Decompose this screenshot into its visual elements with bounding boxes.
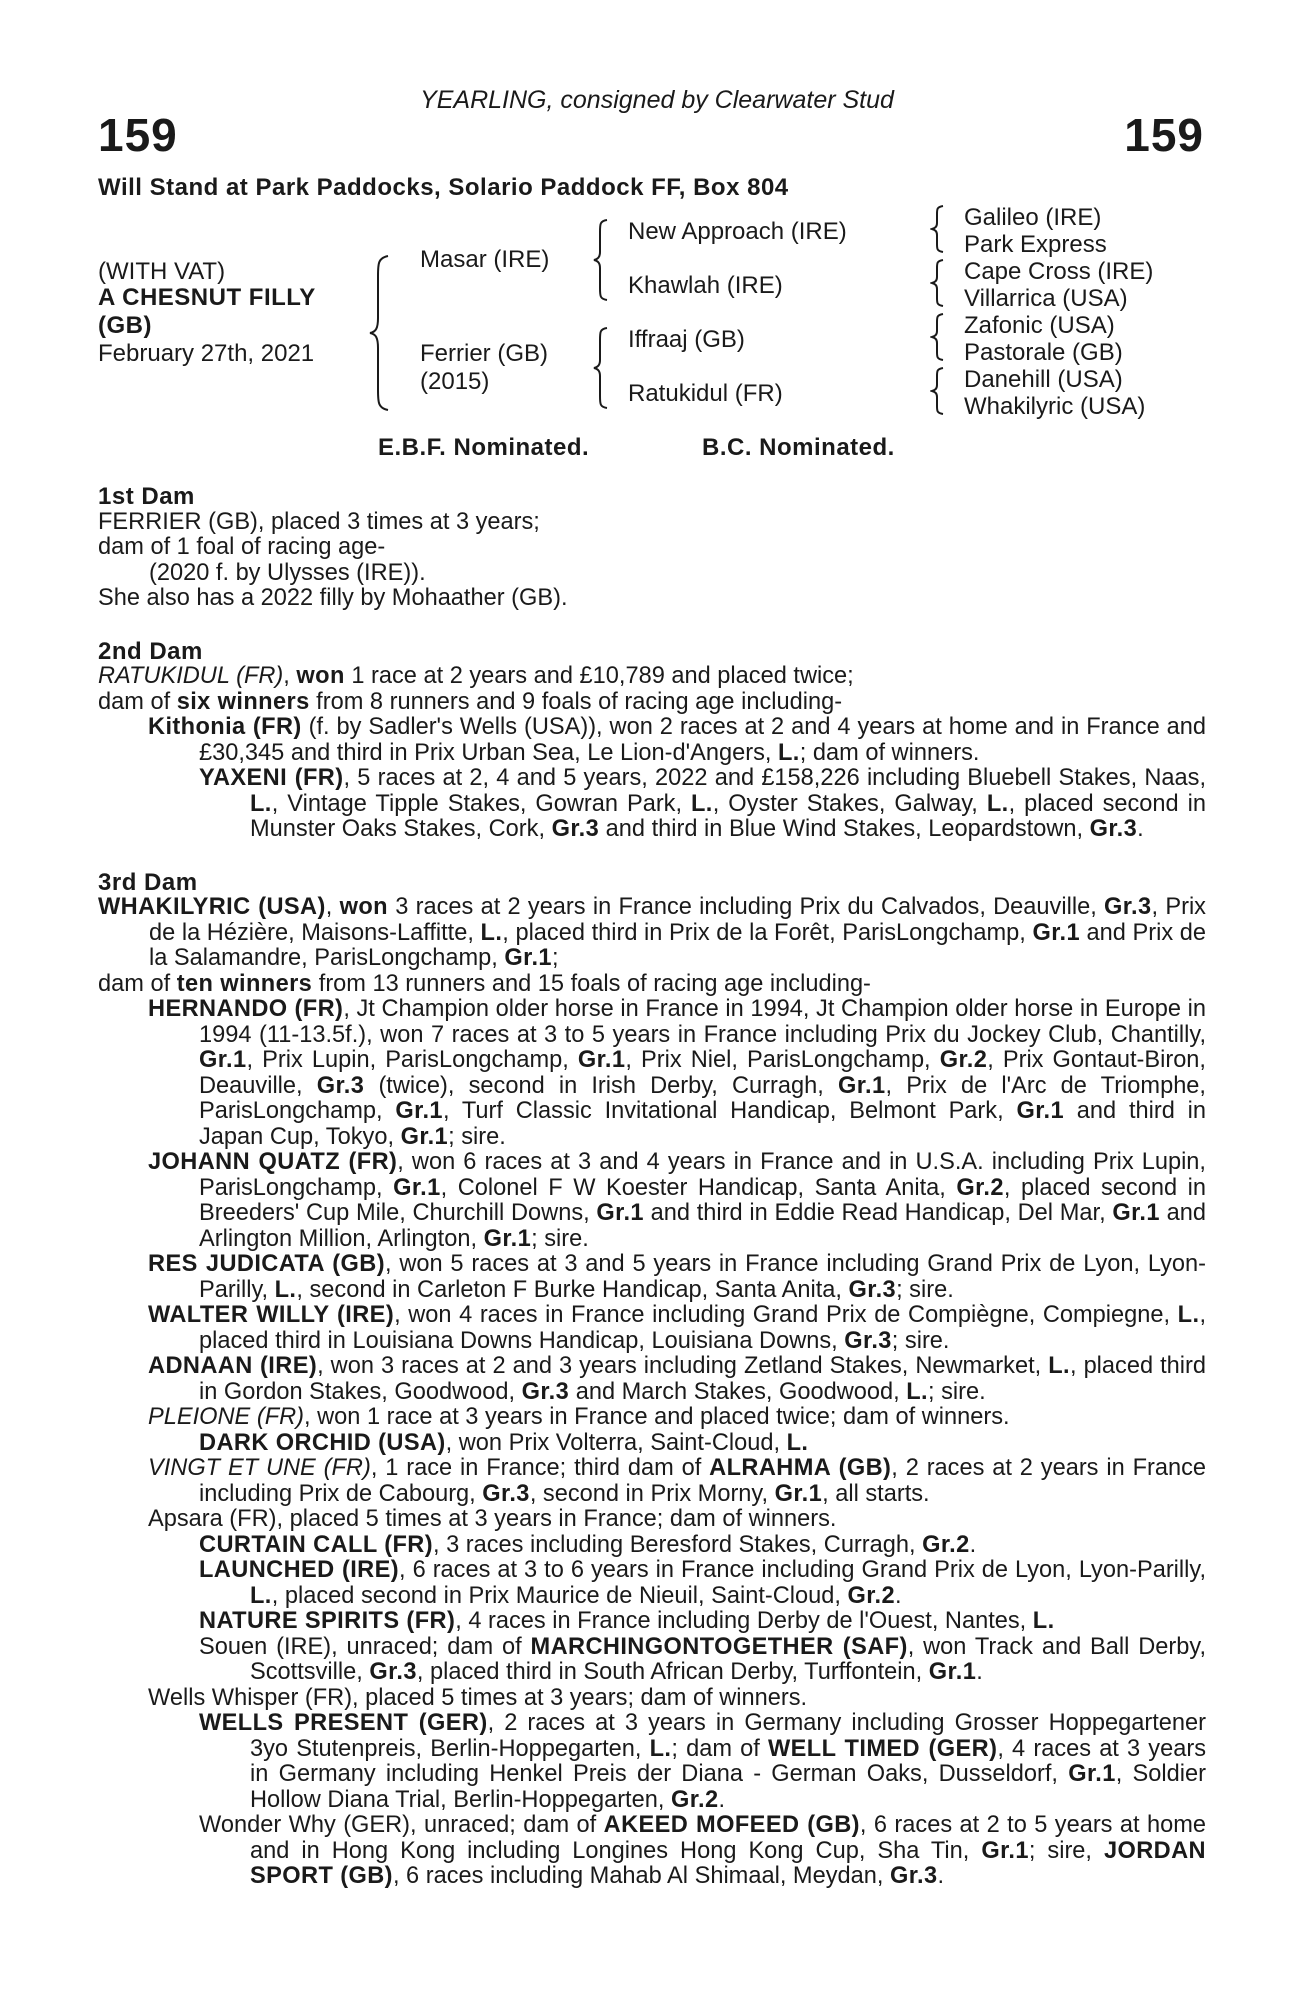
race-grade: L.: [480, 919, 503, 946]
won-label: won: [296, 663, 345, 689]
third-dam-offspring-intro: [98, 972, 1206, 998]
text: ; dam of winners.: [799, 739, 980, 766]
offspring-entry: [98, 1150, 1206, 1252]
race-grade: L.: [250, 790, 272, 817]
race-grade: Gr.1: [577, 1047, 626, 1073]
text: , 2 races at 3 years in Germany including Grosser Hoppegartener 3yo Stutenpreis, Berlin-Hoppegarten,: [250, 1710, 1206, 1762]
race-grade: Gr.1: [395, 1098, 443, 1124]
text: , Soldier Hollow Diana Trial, Berlin-Hoppegarten,: [250, 1761, 1206, 1813]
text: , 6 races at 2 to 5 years at home and in Hong Kong including Longines Hong Kong Cup, Sha Tin,: [250, 1812, 1207, 1864]
second-dam-offspring-intro: [98, 690, 1206, 716]
consignor-line: YEARLING, consigned by Clearwater Stud: [420, 86, 894, 114]
pedigree-brace-g3-4: [930, 366, 946, 416]
horse-name: ALRAHMA (GB): [709, 1455, 892, 1481]
text: and third in Blue Wind Stakes, Leopardstown,: [599, 816, 1090, 842]
text: , won 4 races in France including Grand Prix de Compiègne, Compiegne,: [394, 1302, 1178, 1328]
offspring-entry: [98, 766, 1206, 843]
race-grade: L.: [906, 1378, 928, 1405]
race-grade: Gr.2: [922, 1531, 970, 1558]
horse-name: HERNANDO (FR): [148, 996, 344, 1022]
text: ; sire.: [448, 1123, 506, 1150]
text: , 2 races at 2 years in France including Prix de Cabourg,: [199, 1455, 1207, 1507]
text: , Prix Gontaut-Biron, Deauville,: [199, 1047, 1206, 1099]
offspring-entry: [98, 1456, 1206, 1507]
text: , Prix de l'Arc de Triomphe, ParisLongchamp,: [199, 1072, 1206, 1124]
text: (twice), second in Irish Derby, Curragh,: [364, 1072, 838, 1099]
third-dam-record: [98, 895, 1206, 972]
race-grade: L.: [649, 1735, 672, 1762]
pedigree-dam-dam: Ratukidul (FR): [628, 380, 783, 407]
race-grade: Gr.1: [1016, 1098, 1064, 1124]
text: , 6 races including Mahab Al Shimaal, Meydan,: [392, 1863, 890, 1889]
text: , won Prix Volterra, Saint-Cloud,: [445, 1429, 787, 1456]
subject-name-origin: (GB): [98, 312, 152, 339]
race-grade: L.: [1048, 1353, 1070, 1379]
text: ; sire,: [1028, 1837, 1104, 1864]
race-grade: Gr.1: [483, 1225, 532, 1252]
race-grade: Gr.3: [521, 1378, 570, 1405]
text: , placed second in Breeders' Cup Mile, Churchill Downs,: [199, 1174, 1206, 1226]
text: , second in Prix Morny,: [529, 1480, 775, 1507]
first-dam-line: FERRIER (GB), placed 3 times at 3 years;: [98, 508, 540, 535]
pedigree-brace-g3-1: [930, 204, 946, 254]
first-dam-section: [98, 484, 1206, 612]
horse-name: DARK ORCHID (USA): [199, 1429, 446, 1456]
race-grade: Gr.1: [393, 1174, 441, 1201]
race-grade: L.: [777, 739, 800, 766]
grandoffspring-entry: [98, 1558, 1206, 1609]
text: ; sire.: [531, 1225, 589, 1252]
offspring-entry: [98, 1252, 1206, 1303]
text: , 5 races at 2, 4 and 5 years, 2022 and £158,226 including Bluebell Stakes, Naas,: [343, 765, 1206, 791]
text: ; dam of: [671, 1735, 768, 1762]
text: , Prix Lupin, ParisLongchamp,: [246, 1047, 578, 1073]
pedigree-dam: Ferrier (GB): [420, 340, 548, 367]
first-dam-line: dam of 1 foal of racing age-: [98, 534, 386, 560]
text: Apsara (FR), placed 5 times at 3 years in France; dam of winners.: [148, 1506, 837, 1532]
third-dam-section: [98, 870, 1206, 1890]
offspring-entry: [98, 1303, 1206, 1354]
text: and Prix de la Salamandre, ParisLongchamp,: [149, 919, 1206, 971]
text: .: [718, 1786, 726, 1813]
pedigree-g3-2: Park Express: [964, 231, 1107, 258]
text: , won 5 races at 3 and 5 years in France including Grand Prix de Lyon, Lyon-Parilly,: [199, 1251, 1206, 1303]
horse-name: JOHANN QUATZ (FR): [148, 1149, 398, 1175]
pedigree-sire-dam: Khawlah (IRE): [628, 272, 783, 299]
text: , Prix Niel, ParisLongchamp,: [625, 1047, 940, 1073]
race-grade: Gr.3: [551, 816, 600, 842]
offspring-entry: [98, 1354, 1206, 1405]
offspring-entry: [98, 1405, 1206, 1431]
text: , 6 races at 3 to 6 years in France including Grand Prix de Lyon, Lyon-Parilly,: [399, 1557, 1206, 1583]
text: .: [969, 1531, 977, 1558]
first-dam-heading: 1st Dam: [98, 483, 195, 510]
race-grade: L.: [1032, 1608, 1055, 1634]
text: ;: [551, 945, 559, 971]
horse-name: WELL TIMED (GER): [767, 1735, 998, 1762]
text: , placed third in Gordon Stakes, Goodwood,: [199, 1353, 1206, 1405]
second-dam-heading: 2nd Dam: [98, 637, 203, 665]
text: Souen (IRE), unraced; dam of: [199, 1633, 531, 1660]
horse-name: Kithonia (FR): [148, 714, 302, 740]
text: Wells Whisper (FR), placed 5 times at 3 years; dam of winners.: [148, 1684, 808, 1711]
text: 1 race at 2 years and £10,789 and placed twice;: [344, 663, 854, 689]
pedigree-g3-4: Villarrica (USA): [964, 285, 1128, 312]
text: Wonder Why (GER), unraced; dam of: [199, 1812, 604, 1838]
race-grade: Gr.1: [1068, 1761, 1116, 1787]
dam-name: RATUKIDUL (FR): [98, 663, 284, 689]
race-grade: Gr.2: [939, 1047, 988, 1073]
pedigree-brace-g3-2: [930, 258, 946, 308]
text: ; sire.: [928, 1378, 986, 1405]
offspring-entry: [98, 997, 1206, 1150]
pedigree-brace-g3-3: [930, 312, 946, 362]
horse-name: RES JUDICATA (GB): [148, 1251, 385, 1277]
text: , 4 races in France including Derby de l'Ouest, Nantes,: [455, 1608, 1033, 1634]
race-grade: Gr.1: [928, 1659, 977, 1685]
grandoffspring-entry: [98, 1813, 1206, 1890]
race-grade: Gr.1: [981, 1837, 1029, 1864]
race-grade: Gr.1: [837, 1072, 886, 1099]
pedigree-g3-7: Danehill (USA): [964, 366, 1123, 393]
text: , Turf Classic Invitational Handicap, Belmont Park,: [442, 1098, 1017, 1124]
race-grade: Gr.1: [596, 1200, 644, 1226]
text: , 3 races including Beresford Stakes, Curragh,: [432, 1531, 923, 1558]
race-grade: L.: [1177, 1302, 1200, 1328]
horse-name: WELLS PRESENT (GER): [199, 1710, 488, 1736]
race-grade: Gr.1: [1032, 919, 1080, 946]
text: , all starts.: [822, 1480, 930, 1507]
text: ; sire.: [891, 1327, 950, 1354]
race-grade: Gr.2: [847, 1582, 896, 1609]
third-dam-heading: 3rd Dam: [98, 868, 198, 896]
horse-name: JORDAN SPORT (GB): [250, 1837, 1206, 1889]
text: , Colonel F W Koester Handicap, Santa Anita,: [440, 1174, 957, 1201]
text: 3 races at 2 years in France including Prix du Calvados, Deauville,: [387, 894, 1105, 920]
race-grade: L.: [250, 1582, 272, 1609]
text: , won 6 races at 3 and 4 years in France and in U.S.A. including Prix Lupin, ParisLongchamp,: [199, 1149, 1206, 1201]
pedigree-brace-main: [368, 254, 392, 412]
text: and Arlington Million, Arlington,: [199, 1200, 1206, 1252]
winner-count: ten winners: [176, 970, 313, 997]
text: , 1 race in France; third dam of: [370, 1455, 710, 1481]
text: , Oyster Stakes, Galway,: [712, 790, 987, 817]
race-grade: Gr.3: [844, 1327, 892, 1354]
grandoffspring-entry: [98, 1609, 1206, 1635]
vat-note: (WITH VAT): [98, 258, 226, 285]
text: from 8 runners and 9 foals of racing age including-: [309, 688, 843, 715]
race-grade: L.: [986, 790, 1009, 817]
text: from 13 runners and 15 foals of racing age including-: [312, 970, 871, 997]
race-grade: L.: [274, 1276, 297, 1303]
horse-name: WALTER WILLY (IRE): [148, 1302, 395, 1328]
pedigree-sire: Masar (IRE): [420, 246, 550, 273]
race-grade: Gr.1: [504, 945, 552, 971]
pedigree-g3-5: Zafonic (USA): [964, 312, 1115, 339]
won-label: won: [339, 894, 388, 920]
text: ,: [283, 663, 297, 689]
pedigree-sire-sire: New Approach (IRE): [628, 218, 847, 245]
catalogue-body: [98, 484, 1206, 1890]
horse-name: PLEIONE (FR): [148, 1404, 304, 1430]
text: dam of: [98, 688, 177, 715]
pedigree-g3-3: Cape Cross (IRE): [964, 258, 1154, 285]
race-grade: Gr.3: [848, 1276, 897, 1303]
pedigree-dam-sire: Iffraaj (GB): [628, 326, 745, 353]
race-grade: L.: [691, 790, 713, 817]
horse-name: CURTAIN CALL (FR): [199, 1531, 433, 1558]
text: and third in Eddie Read Handicap, Del Mar,: [643, 1200, 1113, 1226]
dam-name: WHAKILYRIC (USA): [98, 894, 326, 920]
pedigree-g3-1: Galileo (IRE): [964, 204, 1102, 231]
first-dam-line: She also has a 2022 filly by Mohaather (GB).: [98, 585, 568, 611]
text: , placed third in Prix de la Forêt, ParisLongchamp,: [502, 919, 1033, 946]
horse-name: ADNAAN (IRE): [148, 1353, 318, 1379]
text: , won 1 race at 3 years in France and placed twice; dam of winners.: [304, 1404, 1010, 1430]
stabling-location: Will Stand at Park Paddocks, Solario Paddock FF, Box 804: [98, 174, 789, 201]
pedigree-g3-6: Pastorale (GB): [964, 339, 1123, 366]
text: and March Stakes, Goodwood,: [569, 1378, 907, 1405]
pedigree-dam-year: (2015): [420, 368, 490, 395]
race-grade: Gr.3: [369, 1659, 417, 1685]
race-grade: L.: [786, 1429, 809, 1456]
offspring-entry: [98, 715, 1206, 766]
text: , won Track and Ball Derby, Scottsville,: [250, 1633, 1207, 1685]
text: , placed third in South African Derby, Turffontein,: [416, 1659, 929, 1685]
text: , placed second in Prix Maurice de Nieuil, Saint-Cloud,: [271, 1582, 848, 1609]
text: ,: [325, 894, 340, 920]
lot-number-left: 159: [98, 109, 178, 161]
second-dam-section: [98, 639, 1206, 843]
bc-nominated: B.C. Nominated.: [702, 434, 895, 461]
first-dam-foal: (2020 f. by Ulysses (IRE)).: [149, 559, 426, 586]
text: .: [937, 1863, 945, 1889]
text: , placed second in Munster Oaks Stakes, Cork,: [250, 790, 1206, 842]
text: , placed third in Louisiana Downs Handicap, Louisiana Downs,: [199, 1302, 1206, 1354]
race-grade: Gr.1: [400, 1123, 449, 1150]
text: , Prix de la Hézière, Maisons-Laffitte,: [149, 894, 1206, 946]
text: .: [1137, 816, 1144, 842]
grandoffspring-entry: [98, 1711, 1206, 1813]
race-grade: Gr.2: [670, 1786, 719, 1813]
text: , Vintage Tipple Stakes, Gowran Park,: [271, 790, 691, 817]
grandoffspring-entry: [98, 1533, 1206, 1559]
pedigree-brace-sire: [592, 218, 610, 302]
race-grade: Gr.1: [774, 1480, 823, 1507]
subject-name: A CHESNUT FILLY: [98, 284, 316, 311]
text: (f. by Sadler's Wells (USA)), won 2 races at 2 and 4 years at home and in France and £30,345 and third in Prix Urban Sea, Le Lion-d'Angers,: [199, 714, 1206, 766]
horse-name: VINGT ET UNE (FR): [148, 1455, 371, 1481]
race-grade: Gr.3: [889, 1863, 938, 1889]
text: , 4 races at 3 years in Germany including Henkel Preis der Diana - German Oaks, Dusseldorf,: [250, 1735, 1206, 1787]
text: , won 3 races at 2 and 3 years including Zetland Stakes, Newmarket,: [317, 1353, 1049, 1379]
text: and third in Japan Cup, Tokyo,: [199, 1098, 1207, 1150]
race-grade: Gr.3: [1104, 894, 1152, 920]
grandoffspring-entry: [98, 1635, 1206, 1686]
horse-name: LAUNCHED (IRE): [199, 1557, 400, 1583]
pedigree-g3-8: Whakilyric (USA): [964, 393, 1146, 420]
offspring-entry: [98, 1507, 1206, 1533]
race-grade: Gr.3: [316, 1072, 365, 1099]
race-grade: Gr.2: [956, 1174, 1004, 1201]
horse-name: NATURE SPIRITS (FR): [199, 1608, 456, 1634]
text: , Jt Champion older horse in France in 1994, Jt Champion older horse in Europe in 1994 (11-13.5f.), won 7 races at 3 to 5 years in France including Prix du Jockey Club, Chantilly,: [199, 996, 1206, 1048]
ebf-nominated: E.B.F. Nominated.: [378, 434, 590, 461]
race-grade: Gr.3: [1089, 816, 1138, 842]
grandoffspring-entry: [98, 1431, 1206, 1457]
second-dam-record: [98, 664, 1206, 690]
text: ; sire.: [896, 1276, 954, 1303]
text: .: [976, 1659, 983, 1685]
horse-name: YAXENI (FR): [199, 765, 344, 791]
offspring-entry: [98, 1686, 1206, 1712]
text: dam of: [98, 970, 177, 997]
horse-name: AKEED MOFEED (GB): [603, 1812, 860, 1838]
race-grade: Gr.3: [482, 1480, 530, 1507]
race-grade: Gr.1: [199, 1047, 247, 1073]
text: .: [895, 1582, 902, 1609]
pedigree-brace-dam: [592, 326, 610, 410]
winner-count: six winners: [176, 688, 310, 715]
foaling-date: February 27th, 2021: [98, 340, 315, 367]
lot-number-right: 159: [1124, 109, 1204, 161]
horse-name: MARCHINGONTOGETHER (SAF): [530, 1633, 908, 1660]
text: , second in Carleton F Burke Handicap, Santa Anita,: [296, 1276, 849, 1303]
race-grade: Gr.1: [1112, 1200, 1160, 1226]
